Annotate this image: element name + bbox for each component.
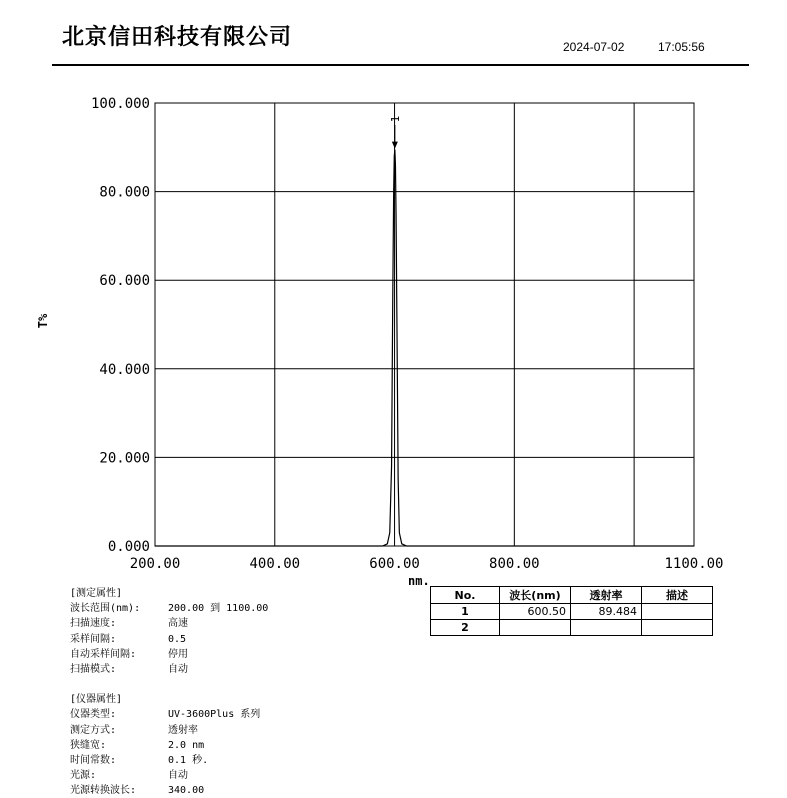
cell-transmittance: 89.484 <box>571 604 642 620</box>
param-value: 340.00 <box>168 785 205 797</box>
param-key: 测定方式: <box>70 724 117 736</box>
list-item <box>70 723 268 738</box>
param-value: 2.0 nm <box>168 739 205 751</box>
peak-table <box>430 586 713 636</box>
param-value: UV-3600Plus 系列 <box>168 709 261 721</box>
param-value: 200.00 到 1100.00 <box>168 603 269 615</box>
param-key: 狭缝宽: <box>70 739 107 751</box>
plot-frame <box>155 103 694 546</box>
report-date: 2024-07-02 <box>563 40 625 54</box>
list-item <box>70 753 268 768</box>
y-tick-label: 80.000 <box>99 184 150 201</box>
list-item <box>70 707 268 722</box>
cell-description <box>642 620 713 636</box>
param-key: 时间常数: <box>70 754 117 766</box>
peak-markers <box>389 116 402 149</box>
parameter-list <box>70 586 268 798</box>
peak-arrow <box>392 142 398 149</box>
x-tick-label: 800.00 <box>489 556 540 572</box>
cell-transmittance <box>571 620 642 636</box>
measure-props-heading: [测定属性] <box>70 588 123 599</box>
y-axis-label: T% <box>36 313 50 329</box>
cell-wavelength: 600.50 <box>500 604 571 620</box>
spectrum-curve <box>155 150 694 546</box>
cell-no: 1 <box>431 604 500 620</box>
instrument-props-heading: [仪器属性] <box>70 694 123 706</box>
param-key: 波长范围(nm): <box>70 603 141 615</box>
x-axis-unit: nm. <box>408 574 430 588</box>
col-transmittance: 透射率 <box>571 587 642 604</box>
col-wavelength: 波长(nm) <box>500 587 571 604</box>
param-value: 0.5 <box>168 633 187 645</box>
company-name: 北京信田科技有限公司 <box>62 25 293 50</box>
col-description: 描述 <box>642 587 713 604</box>
param-value: 自动 <box>168 663 188 675</box>
param-key: 扫描模式: <box>70 663 117 675</box>
y-tick-label: 60.000 <box>99 273 150 290</box>
list-item <box>70 632 268 647</box>
y-tick-label: 20.000 <box>99 450 150 467</box>
param-value: 高速 <box>168 618 188 630</box>
param-value: 0.1 秒. <box>168 754 209 766</box>
param-key: 仪器类型: <box>70 709 117 721</box>
param-key: 扫描速度: <box>70 618 117 630</box>
list-item <box>70 783 268 798</box>
list-item <box>70 616 268 631</box>
param-value: 停用 <box>168 648 188 660</box>
list-item <box>70 647 268 662</box>
param-key: 光源转换波长: <box>70 785 137 797</box>
series-line <box>155 150 694 546</box>
list-item <box>70 768 268 783</box>
peak-label: 1 <box>388 115 402 123</box>
peak-table-header <box>431 587 713 604</box>
chart-grid <box>155 103 694 546</box>
report-time: 17:05:56 <box>658 40 705 54</box>
x-tick-labels <box>130 556 724 572</box>
cell-wavelength <box>500 620 571 636</box>
y-tick-label: 40.000 <box>99 361 150 378</box>
param-key: 自动采样间隔: <box>70 648 137 660</box>
col-no: No. <box>431 587 500 604</box>
x-tick-label: 400.00 <box>249 556 301 572</box>
x-tick-label: 600.00 <box>369 556 420 572</box>
table-row <box>431 620 713 636</box>
list-item <box>70 601 268 616</box>
table-row <box>431 604 713 620</box>
param-key: 采样间隔: <box>70 633 117 645</box>
x-tick-label: 1100.00 <box>664 556 724 572</box>
y-tick-label: 0.000 <box>107 539 150 555</box>
list-item <box>70 662 268 677</box>
cell-description <box>642 604 713 620</box>
y-tick-label: 100.000 <box>90 96 150 112</box>
param-value: 自动 <box>168 770 188 782</box>
y-tick-labels <box>91 96 150 555</box>
param-key: 光源: <box>70 770 97 782</box>
cell-no: 2 <box>431 620 500 636</box>
list-item <box>70 738 268 753</box>
param-value: 透射率 <box>168 724 198 736</box>
x-tick-label: 200.00 <box>129 556 181 572</box>
